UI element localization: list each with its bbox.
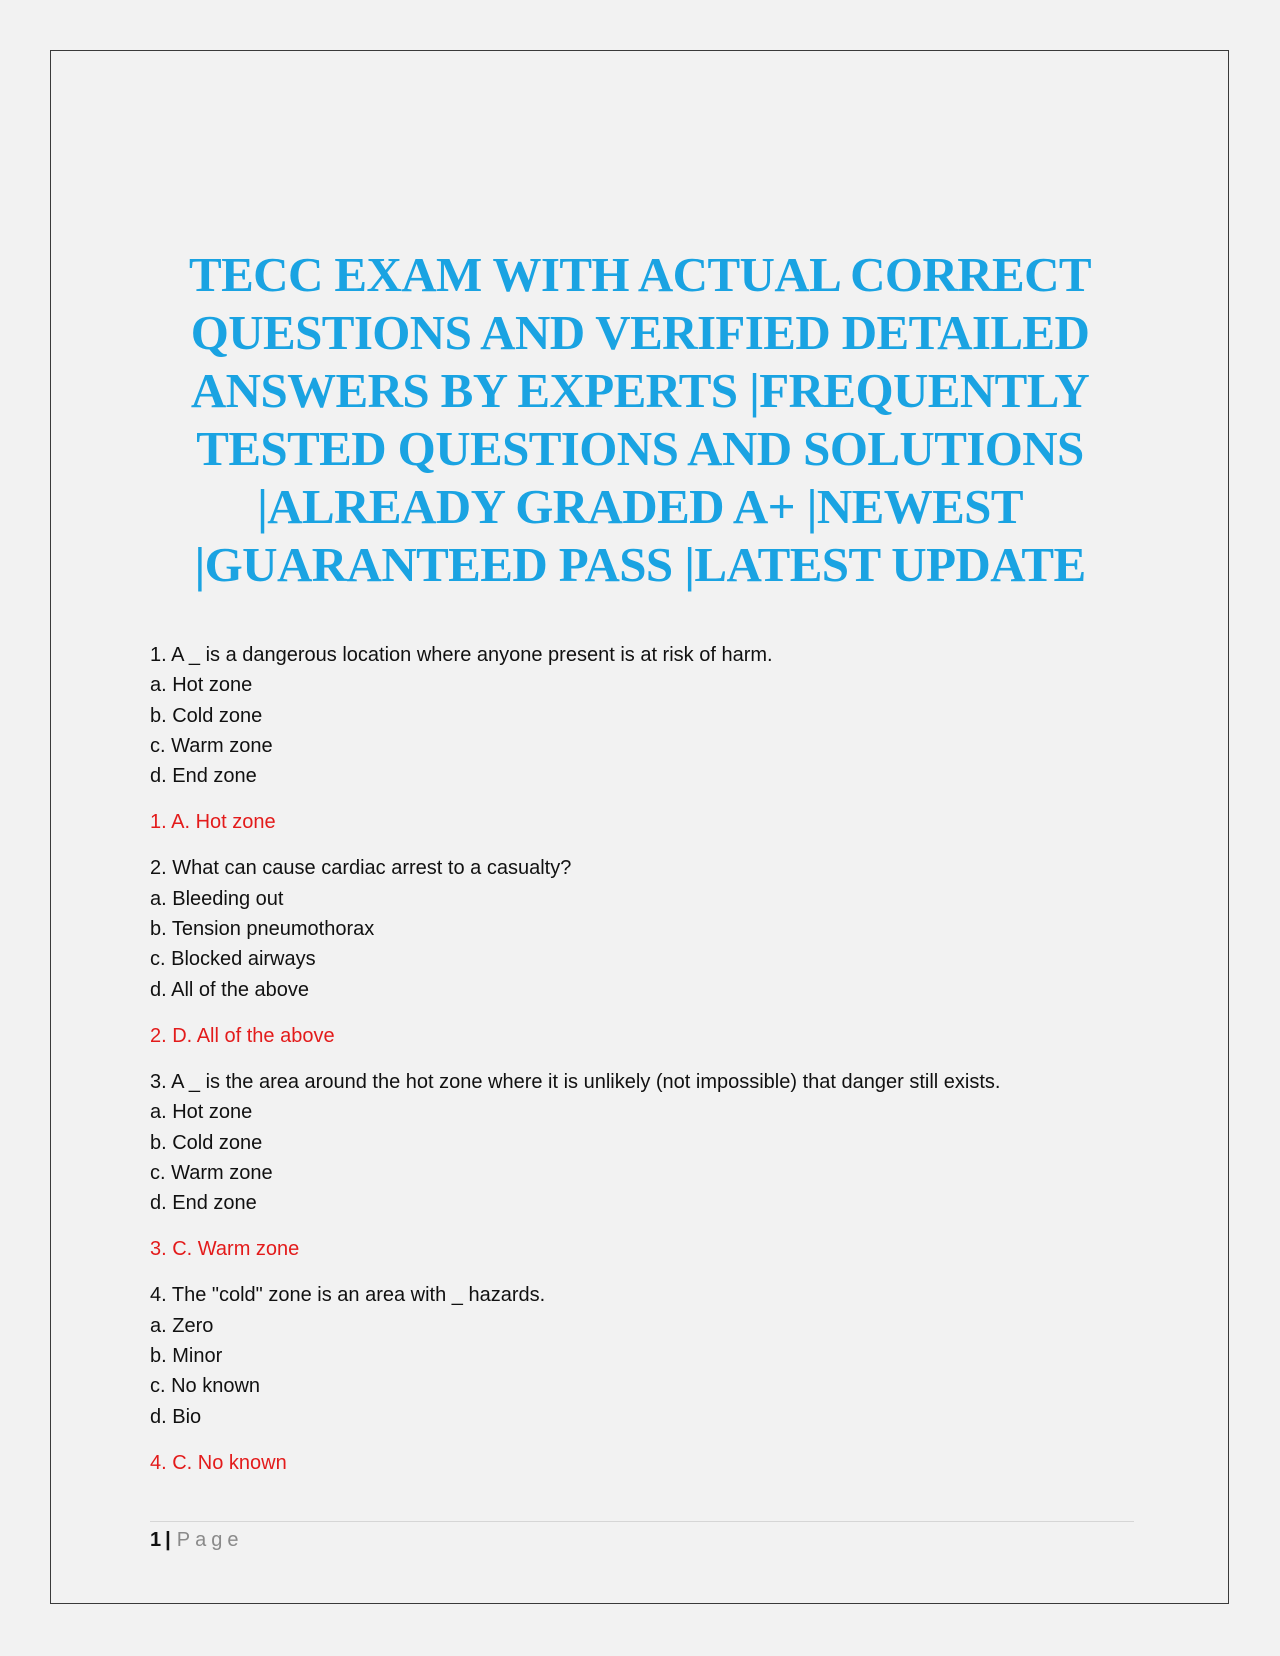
- document-title: [150, 246, 1130, 594]
- option-c: c. Warm zone: [150, 734, 273, 757]
- option-a: a. Hot zone: [150, 674, 253, 697]
- option-b: b. Cold zone: [150, 704, 263, 727]
- option-b: b. Cold zone: [150, 1131, 263, 1154]
- option-a: a. Zero: [150, 1314, 214, 1337]
- option-d: d. Bio: [150, 1405, 202, 1428]
- option-b: b. Tension pneumothorax: [150, 918, 375, 941]
- title-line: |ALREADY GRADED A+ |NEWEST: [257, 479, 1023, 534]
- option-c: c. Warm zone: [150, 1161, 273, 1184]
- footer-separator: |: [165, 1529, 171, 1551]
- title-line: QUESTIONS AND VERIFIED DETAILED: [190, 305, 1090, 360]
- option-d: d. End zone: [150, 1192, 257, 1215]
- question-block-2: [150, 853, 1130, 1004]
- footer-divider: [150, 1521, 1134, 1522]
- question-text: 2. What can cause cardiac arrest to a casualty?: [150, 857, 572, 880]
- page-label: Page: [176, 1529, 244, 1551]
- title-line: TECC EXAM WITH ACTUAL CORRECT: [189, 247, 1091, 302]
- page-number: 1: [150, 1529, 162, 1551]
- answer-1: 1. A. Hot zone: [150, 811, 276, 834]
- question-block-1: [150, 640, 1130, 791]
- title-line: ANSWERS BY EXPERTS |FREQUENTLY: [190, 363, 1090, 418]
- option-a: a. Hot zone: [150, 1101, 253, 1124]
- title-line: TESTED QUESTIONS AND SOLUTIONS: [196, 421, 1084, 476]
- option-b: b. Minor: [150, 1345, 223, 1368]
- option-d: d. All of the above: [150, 978, 310, 1001]
- title-line: |GUARANTEED PASS |LATEST UPDATE: [194, 537, 1086, 592]
- answer-2: 2. D. All of the above: [150, 1024, 335, 1047]
- answer-4: 4. C. No known: [150, 1451, 287, 1474]
- option-c: c. No known: [150, 1375, 261, 1398]
- option-a: a. Bleeding out: [150, 887, 284, 910]
- question-block-4: [150, 1280, 1130, 1431]
- question-text: 1. A _ is a dangerous location where anyone present is at risk of harm.: [150, 644, 773, 666]
- option-d: d. End zone: [150, 765, 257, 788]
- option-c: c. Blocked airways: [150, 948, 316, 971]
- question-list: [150, 640, 1130, 1494]
- question-block-3: [150, 1067, 1130, 1218]
- question-text: 3. A _ is the area around the hot zone where it is unlikely (not impossible) that danger still exists.: [150, 1070, 1001, 1093]
- page-footer: [150, 1525, 243, 1555]
- answer-3: 3. C. Warm zone: [150, 1238, 300, 1261]
- question-text: 4. The "cold" zone is an area with _ hazards.: [150, 1284, 546, 1307]
